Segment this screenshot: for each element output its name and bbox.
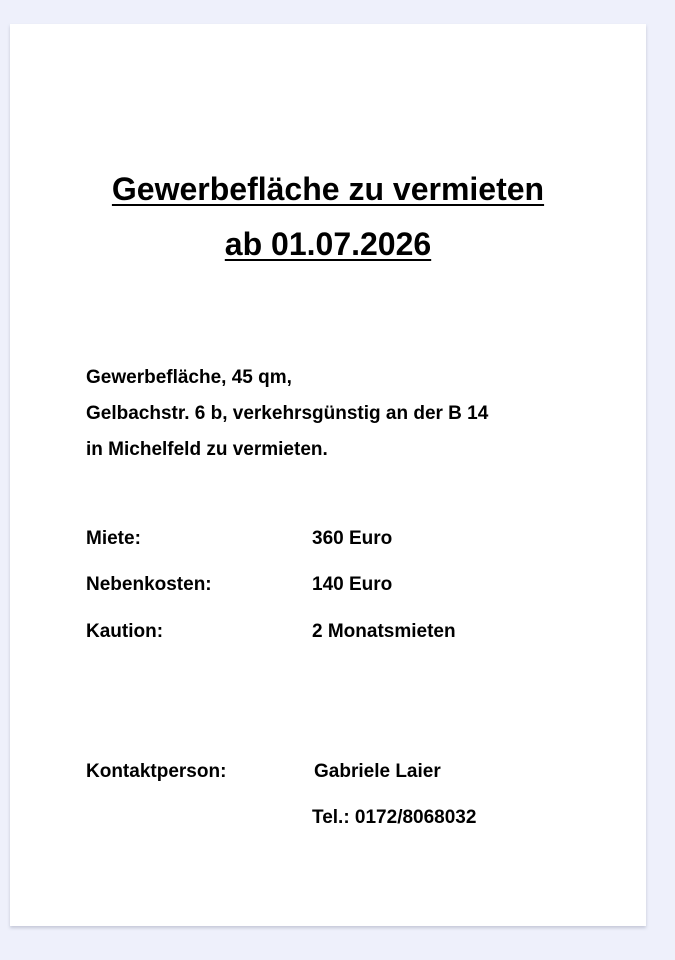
additional-costs-label: Nebenkosten: [86, 574, 212, 595]
title-line-2: ab 01.07.2026 [224, 226, 432, 262]
contact-name: Gabriele Laier [314, 761, 441, 782]
description-line-1: Gewerbefläche, 45 qm, [86, 367, 292, 388]
deposit-value: 2 Monatsmieten [312, 621, 456, 642]
title-line-1: Gewerbefläche zu vermieten [111, 171, 545, 207]
description-line-2: Gelbachstr. 6 b, verkehrsgünstig an der B 14 [86, 403, 489, 424]
rent-label: Miete: [86, 528, 141, 549]
description-line-3: in Michelfeld zu vermieten. [86, 439, 328, 460]
document-page [10, 24, 646, 926]
contact-label: Kontaktperson: [86, 761, 227, 782]
contact-phone: Tel.: 0172/8068032 [312, 807, 477, 828]
additional-costs-value: 140 Euro [312, 574, 393, 595]
rent-value: 360 Euro [312, 528, 393, 549]
deposit-label: Kaution: [86, 621, 164, 642]
